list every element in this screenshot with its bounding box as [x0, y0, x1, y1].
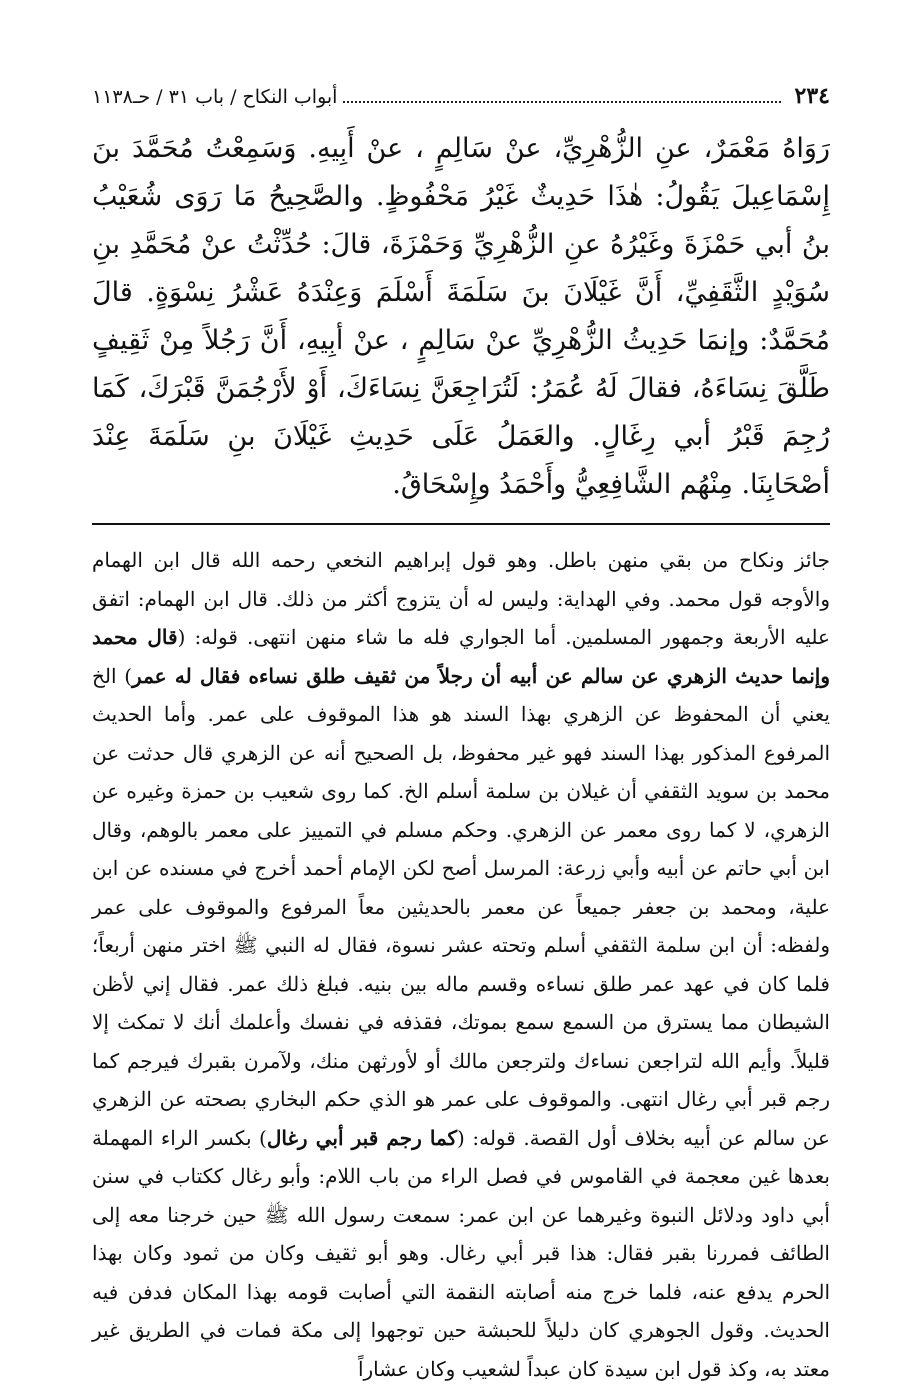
commentary-paragraph	[92, 541, 830, 1388]
commentary-quoted-phrase: كما رجم قبر أبي رغال	[266, 1125, 458, 1150]
running-header	[92, 82, 830, 111]
hadith-text	[92, 125, 830, 509]
commentary-segment: ) الخ يعني أن المحفوظ عن الزهري بهذا السند هو هذا الموقوف على عمر. وأما الحديث المرفوع المذكور بهذا السند فهو غير محفوظ، بل الصحيح أنه عن الزهري قال حدثت عن محمد بن سويد الثقفي أن غيلان بن سلمة أسلم الخ. كما روى شعيب بن حمزة وغيره عن الزهري، لا كما روى معمر عن الزهري. وحكم مسلم في التمييز على معمر بالوهم، وقال ابن أبي حاتم عن أبيه وأبي زرعة: المرسل أصح لكن الإمام أحمد أخرج في مسنده عن ابن علية، ومحمد بن جعفر جميعاً عن معمر بالحديثين معاً المرفوع والموقوف على عمر ولفظه: أن ابن سلمة الثقفي أسلم وتحته عشر نسوة، فقال له النبي ﷺ اختر منهن أربعاً؛ فلما كان في عهد عمر طلق نساءه وقسم ماله بين بنيه. فبلغ ذلك عمر. فقال إني لأظن الشيطان مما يسترق من السمع سمع بموتك، فقذفه في نفسك وأعلمك أنك لا تمكث إلا قليلاً. وأيم الله لتراجعن نساءك ولترجعن مالك أو لأورثهن منك، ولآمرن بقبرك فيرجم كما رجم قبر أبي رغال انتهى. والموقوف على عمر هو الذي حكم البخاري بصحته عن الزهري عن سالم عن أبيه بخلاف أول القصة. قوله: (	[92, 663, 830, 1150]
commentary-quoted-phrase: قال محمد وإنما حديث الزهري عن سالم عن أبيه أن رجلاً من ثقيف طلق نساءه فقال له عمر	[92, 625, 830, 688]
running-title: أبواب النكاح / باب ٣١ / حـ١١٣٨	[92, 86, 338, 108]
commentary-text	[92, 541, 830, 1388]
hadith-paragraph: رَوَاهُ مَعْمَرٌ، عنِ الزُّهْرِيِّ، عنْ سَالِمٍ ، عنْ أَبِيهِ. وَسَمِعْتُ مُحَمَّدَ بنَ إِسْمَاعِيلَ يَقُولُ: هٰذَا حَدِيثٌ غَيْرُ مَحْفُوظٍ. والصَّحِيحُ مَا رَوَى شُعَيْبُ بنُ أبي حَمْزَةَ وغَيْرُهُ عنِ الزُّهْرِيِّ وَحَمْزَةَ، قالَ: حُدِّثْتُ عنْ مُحَمَّدِ بنِ سُوَيْدٍ الثَّقَفِيِّ، أَنَّ غَيْلَانَ بنَ سَلَمَةَ أَسْلَمَ وَعِنْدَهُ عَشْرُ نِسْوَةٍ. قالَ مُحَمَّدٌ: وإنمَا حَدِيثُ الزُّهْرِيِّ عنْ سَالِمٍ ، عنْ أبِيهِ، أَنَّ رَجُلاً مِنْ ثَقِيفٍ طَلَّقَ نِسَاءَهُ، فقالَ لَهُ عُمَرُ: لَتُرَاجِعَنَّ نِسَاءَكَ، أَوْ لأَرْجُمَنَّ قَبْرَكَ، كَمَا رُجِمَ قَبْرُ أبي رِغَالٍ. والعَمَلُ عَلَى حَدِيثِ غَيْلَانَ بنِ سَلَمَةَ عِنْدَ أصْحَابِنَا. مِنْهُم الشَّافِعِيُّ وأَحْمَدُ وإِسْحَاقُ.	[92, 133, 830, 500]
commentary-segment: جائز ونكاح من بقي منهن باطل. وهو قول إبراهيم النخعي رحمه الله قال ابن الهمام والأوجه قول محمد. وفي الهداية: وليس له أن يتزوج أكثر من ذلك. قال ابن الهمام: اتفق عليه الأربعة وجمهور المسلمين. أما الجواري فله ما شاء منهن انتهى. قوله: (	[92, 548, 831, 649]
page-number: ٢٣٤	[794, 83, 830, 109]
commentary-segment: ) بكسر الراء المهملة بعدها غين معجمة في القاموس في فصل الراء من باب اللام: وأبو رغال ككتاب في سنن أبي داود ودلائل النبوة وغيرهما عن ابن عمر: سمعت رسول الله ﷺ حين خرجنا معه إلى الطائف فمررنا بقبر فقال: هذا قبر أبي رغال. وهو أبو ثقيف وكان من ثمود وكان بهذا الحرم يدفع عنه، فلما خرج منه أصابته النقمة التي أصابت قومه بهذا المكان فدفن فيه الحديث. وقول الجوهري كان دليلاً للحبشة حين توجهوا إلى مكة فمات في الطريق غير معتد به، وكذ قول ابن سيدة كان عبداً لشعيب وكان عشاراً	[92, 1125, 830, 1381]
footnote-divider	[92, 523, 830, 525]
leader-dots	[343, 101, 780, 103]
